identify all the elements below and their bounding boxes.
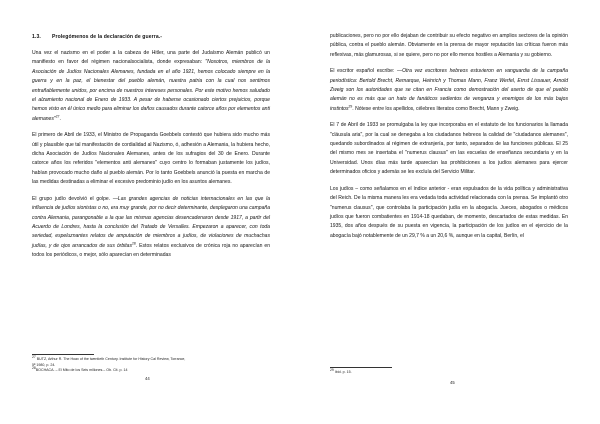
footnote (32, 368, 262, 374)
footnote-divider (330, 367, 392, 368)
paragraph-text: El grupo judío devolvió el golpe. (32, 195, 113, 202)
footnote-text: BUTZ, Arthur R. The Hoax of the twentieth Century. Institute for History Cal Review, Torrance, (35, 357, 186, 362)
paragraph (330, 67, 568, 114)
paragraph: publicaciones, pero no por ello dejaban de contribuir su efecto negativo en amplios sectores de la opinión pública, contra el pueblo alemán. Obviamente en la prensa de mayor reputación las críticas fueron más reflexivas, más glamurosas, si se quiere, pero no por ello menos hostiles a Alemania y su gobierno. (330, 33, 568, 58)
quotation-text: —Otra vez escritores hebreos estuvieron en vanguardia de la campaña periodística: Bertold Brecht, Remarque, Heinrich y Thomas Mann, Franz Werfel, Ernst Lissauer, Arnold Zweig son los autoridades que se citan en Francia como demostración del aserto de que el pueblo alemán no es más que un hato de fanáticos sedientos de venganza y enemigos de los más bajos instintos (330, 68, 568, 112)
footnote-ref[interactable]: 29 (348, 104, 353, 109)
section-title: Prolegómenos de la declaración de guerra.- (52, 34, 163, 40)
footnotes (32, 357, 262, 374)
paragraph (32, 49, 270, 124)
footnote-divider (32, 354, 94, 355)
right-text-column (330, 32, 568, 248)
section-number: 1.3. (32, 34, 41, 40)
paragraph-text: . (59, 115, 61, 122)
paragraph-text: Una vez el nazismo en el poder a la cabeza de Hitler, una parte del Judaísmo Alemán publicó un manifiesto en favor del régimen nacionalsocialista, donde expresaban: (32, 50, 270, 66)
right-page (300, 0, 600, 424)
paragraph-text: . Nótese entre los apellidos, célebres literatos como Brecht, Mann y Zweig. (352, 105, 520, 112)
footnote-marker: 27 (32, 355, 36, 359)
footnote-marker: 29 (330, 368, 334, 372)
footnote-ref[interactable]: 28 (131, 241, 136, 246)
footnotes (330, 370, 560, 376)
footnote-ref[interactable]: 27 (55, 114, 60, 119)
paragraph (32, 195, 270, 261)
section-heading (32, 34, 270, 40)
footnote-continuation: 5ª 1980, p. 24. (32, 362, 56, 367)
page-number: 44 (145, 376, 150, 381)
page-number: 45 (450, 380, 455, 385)
quotation-text: "Nosotros, miembros de la Asociación de Judíos Nacionales Alemanes, fundada en el año 1921, hemos colocado siempre en la guerra y en la paz, el bienestar del pueblo alemán, nuestra patria con la cual nos sentimos entrañablemente unidos, por encima de nuestros intereses personales. Por este motivo hemos saludado el alzamiento nacional de Enero de 1933. A pesar de haberse ocasionado ciertos prejuicios, porque hemos visto en él único medio para eliminar los daños causados durante catorce años por elementos anti alemanes" (32, 59, 271, 122)
quotation-text: —Las grandes agencias de noticias internacionales en las que la influencia de judíos sionistas o no, era muy grande, por no decir determinante, desplegaron una campaña contra Alemania, parangonable a la que las mismas agencias desencadenaron desde 1917, a partir del Acuerdo de Londres, hasta la conclusión del Tratado de Versalles. Empezaron a aparecer, con toda seriedad, espeluznantes relatos de amputación de miembros a judíos, de violaciones de muchachas judías, y de ojos arrancados de sus órbitas (32, 195, 270, 249)
paragraph-text: El escritor español escribe: (330, 68, 398, 75)
footnote-marker: 28 (32, 366, 36, 371)
paragraph: Los judíos – como señalamos en el índice anterior - eran expulsados de la vida política y administrativa del Reich. De la misma manera les era vedada toda actividad relacionada con la prensa. Se implantó otro "numerus clausus", que controlaba la participación judía en la abogacía. Jueces, abogados o médicos judíos que fueron combatientes en 1914-18 quedaban, de momento, descartados de estas medidas. En 1935, dos años después de su puesta en vigencia, la participación de los judíos en el ejercicio de la abogacía bajó notablemente de un 29,7 % a un 20,6 %, aunque en la capital, Berlín, el (330, 185, 568, 239)
footnote-text: BOCHACA. – El Mito de los Seis millones.– Ob. Cit. p. 14 (35, 368, 128, 373)
paragraph: El 7 de Abril de 1933 se promulgaba la ley que incorporaba en el estatuto de los funcionarios la llamada "cláusula aria", por la cual se denegaba a los ciudadanos hebreos la calidad de "ciudadanos alemanes", quedando subordinados al régimen de extranjería, por tanto, separados de las funciones públicas. El 25 del mismo mes se insertaba el "numerus clausus" en las escuelas de enseñanza secundaria y en la Universidad. Unos días más tarde aparecían las prohibiciones a los judíos alemanes para ejercer determinados oficios y además se les excluía del Servicio Militar. (330, 122, 568, 176)
footnote (330, 370, 560, 376)
paragraph: El primero de Abril de 1933, el Ministro de Propaganda Goebbels contestó que hubiera sido mucho más útil y plausible que tal manifestación de cordialidad al Nazismo, ó, adhesión a Alemania, la hubiera hecho, dicha Asociación de Judíos Nacionales Alemanes, antes de los sufragios del 30 de Enero. Durante catorce años los referidos "elementos anti alemanes" cuyo centro lo formaban justamente los judíos, habían provocado mucho daño al pueblo alemán. Por lo tanto Goebbels anunció la puesta en marcha de las medidas destinadas a eliminar el excesivo predominio judío en los asuntos alemanes. (32, 132, 270, 186)
footnote-text: Ibid. p. 15. (333, 370, 352, 375)
left-text-column (32, 34, 270, 268)
paragraph-text: . Estos relatos exclusivos de crónica roja no aparecían en todos los periódicos, o mejor, sólo aparecían en determinadas (32, 242, 270, 259)
